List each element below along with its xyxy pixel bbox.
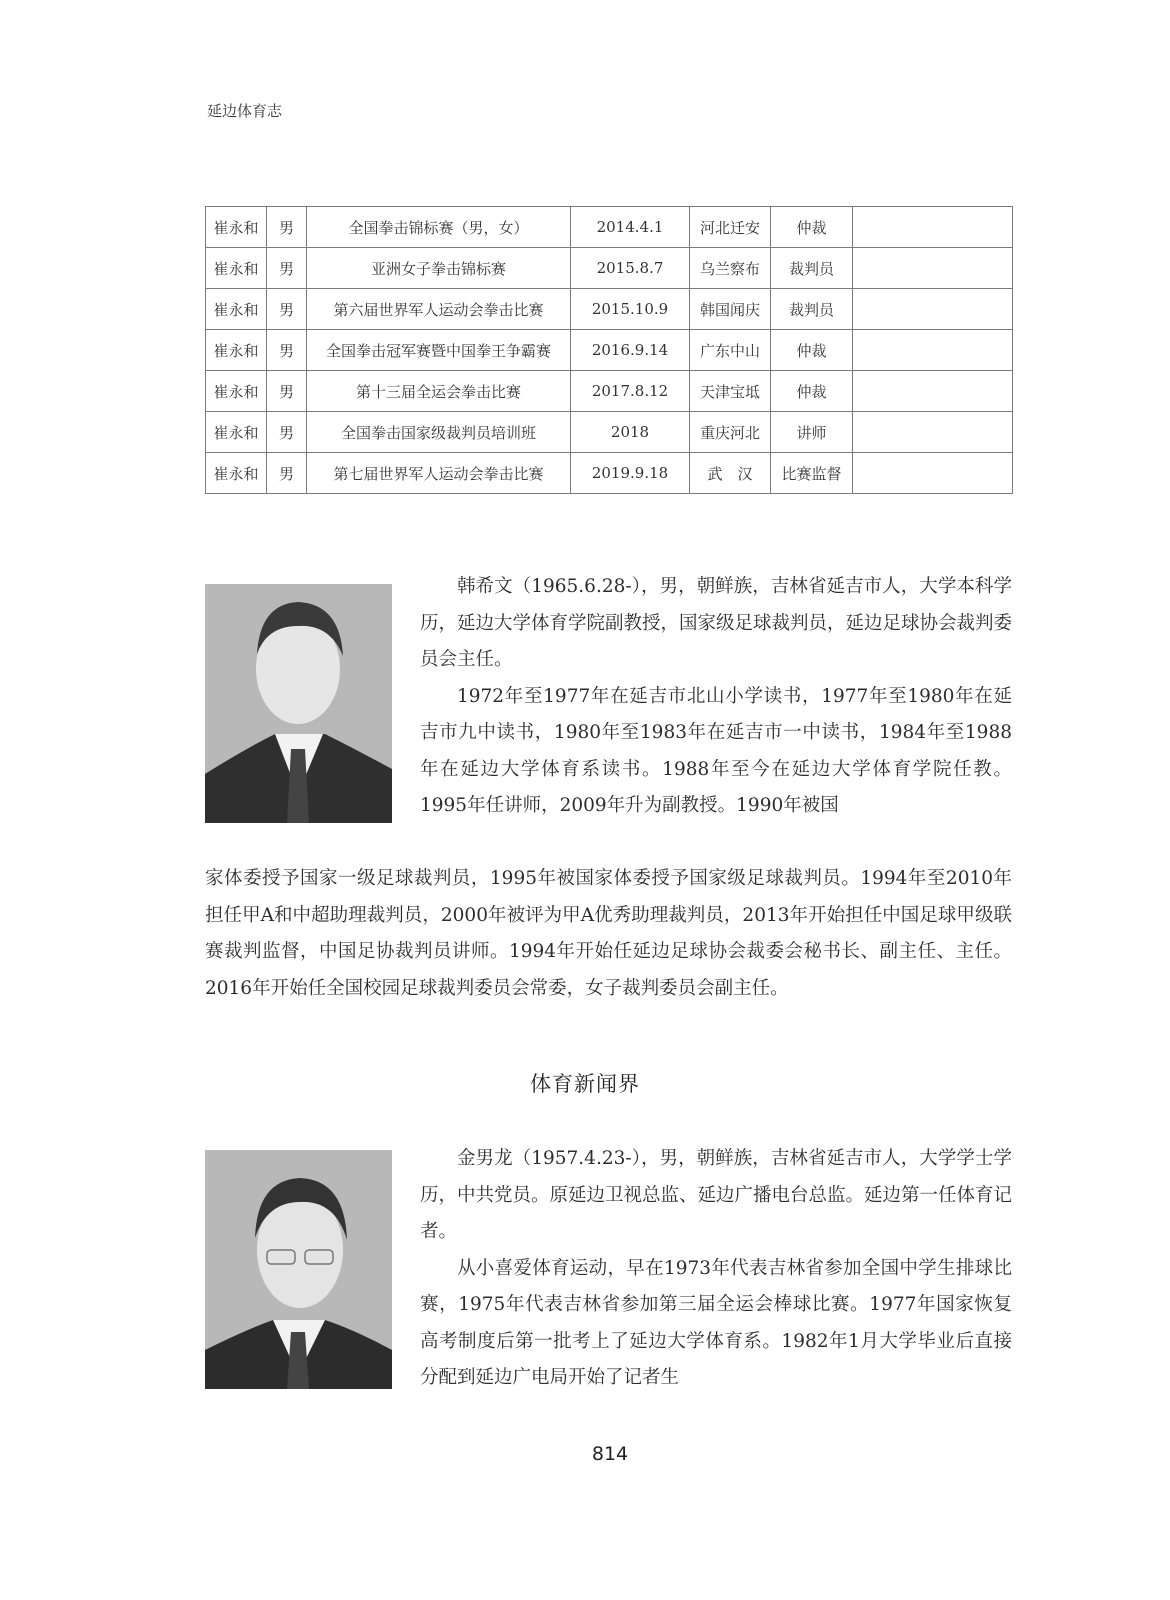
event-cell: 第六届世界军人运动会拳击比赛 — [307, 289, 571, 330]
note-cell — [853, 207, 1013, 248]
bio-paragraph: 1972年至1977年在延吉市北山小学读书，1977年至1980年在延吉市九中读书，1980年至1983年在延吉市一中读书，1984年至1988年在延边大学体育系读书。1988年至今在延边大学体育学院任教。1995年任讲师，2009年升为副教授。1990年被国 — [420, 685, 1012, 816]
portrait-photo-jin-nanlong — [205, 1150, 392, 1389]
bio-paragraph: 金男龙（1957.4.23-），男，朝鲜族，吉林省延吉市人，大学学士学历，中共党员。原延边卫视总监、延边广播电台总监。延边第一任体育记者。 — [420, 1148, 1013, 1242]
name-cell: 崔永和 — [206, 412, 267, 453]
role-cell: 比赛监督 — [771, 453, 853, 494]
portrait-image — [205, 584, 392, 823]
gender-cell: 男 — [267, 453, 307, 494]
role-cell: 裁判员 — [771, 289, 853, 330]
note-cell — [853, 248, 1013, 289]
bio-paragraph: 从小喜爱体育运动，早在1973年代表吉林省参加全国中学生排球比赛，1975年代表吉林省参加第三届全运会棒球比赛。1977年国家恢复高考制度后第一批考上了延边大学体育系。1982年1月大学毕业后直接分配到延边广电局开始了记者生 — [420, 1257, 1012, 1388]
records-table — [205, 206, 1013, 494]
gender-cell: 男 — [267, 248, 307, 289]
event-cell: 全国拳击冠军赛暨中国拳王争霸赛 — [307, 330, 571, 371]
role-cell: 裁判员 — [771, 248, 853, 289]
note-cell — [853, 412, 1013, 453]
table-row — [206, 248, 1013, 289]
role-cell: 仲裁 — [771, 330, 853, 371]
gender-cell: 男 — [267, 412, 307, 453]
location-cell: 乌兰察布 — [690, 248, 771, 289]
location-cell: 武 汉 — [690, 453, 771, 494]
name-cell: 崔永和 — [206, 248, 267, 289]
running-header: 延边体育志 — [207, 102, 283, 120]
location-cell: 河北迁安 — [690, 207, 771, 248]
table-row — [206, 412, 1013, 453]
date-cell: 2018 — [571, 412, 690, 453]
gender-cell: 男 — [267, 289, 307, 330]
name-cell: 崔永和 — [206, 289, 267, 330]
date-cell: 2017.8.12 — [571, 371, 690, 412]
section-title: 体育新闻界 — [530, 1072, 640, 1096]
date-cell: 2014.4.1 — [571, 207, 690, 248]
portrait-image — [205, 1150, 392, 1389]
date-cell: 2019.9.18 — [571, 453, 690, 494]
role-cell: 讲师 — [771, 412, 853, 453]
note-cell — [853, 371, 1013, 412]
table-row — [206, 453, 1013, 494]
bio-han-xiwen-intro — [420, 569, 1012, 825]
page-number: 814 — [591, 1443, 629, 1465]
note-cell — [853, 289, 1013, 330]
bio-jin-nanlong — [420, 1141, 1012, 1397]
note-cell — [853, 453, 1013, 494]
name-cell: 崔永和 — [206, 453, 267, 494]
event-cell: 第十三届全运会拳击比赛 — [307, 371, 571, 412]
name-cell: 崔永和 — [206, 330, 267, 371]
date-cell: 2015.8.7 — [571, 248, 690, 289]
location-cell: 广东中山 — [690, 330, 771, 371]
event-cell: 全国拳击国家级裁判员培训班 — [307, 412, 571, 453]
portrait-photo-han-xiwen — [205, 584, 392, 823]
event-cell: 第七届世界军人运动会拳击比赛 — [307, 453, 571, 494]
note-cell — [853, 330, 1013, 371]
location-cell: 天津宝坻 — [690, 371, 771, 412]
table-row — [206, 207, 1013, 248]
bio-han-xiwen-continued — [205, 861, 1012, 1007]
table-row — [206, 289, 1013, 330]
bio-paragraph: 韩希文（1965.6.28-），男，朝鲜族，吉林省延吉市人，大学本科学历，延边大学体育学院副教授，国家级足球裁判员，延边足球协会裁判委员会主任。 — [420, 576, 1013, 670]
name-cell: 崔永和 — [206, 207, 267, 248]
role-cell: 仲裁 — [771, 207, 853, 248]
bio-paragraph: 家体委授予国家一级足球裁判员，1995年被国家体委授予国家级足球裁判员。1994年至2010年担任甲A和中超助理裁判员，2000年被评为甲A优秀助理裁判员，2013年开始担任中国足球甲级联赛裁判监督，中国足协裁判员讲师。1994年开始任延边足球协会裁委会秘书长、副主任、主任。2016年开始任全国校园足球裁判委员会常委，女子裁判委员会副主任。 — [205, 868, 1012, 999]
location-cell: 重庆河北 — [690, 412, 771, 453]
location-cell: 韩国闻庆 — [690, 289, 771, 330]
date-cell: 2015.10.9 — [571, 289, 690, 330]
table-row — [206, 330, 1013, 371]
gender-cell: 男 — [267, 371, 307, 412]
name-cell: 崔永和 — [206, 371, 267, 412]
date-cell: 2016.9.14 — [571, 330, 690, 371]
event-cell: 全国拳击锦标赛（男，女） — [307, 207, 571, 248]
table-row — [206, 371, 1013, 412]
gender-cell: 男 — [267, 207, 307, 248]
event-cell: 亚洲女子拳击锦标赛 — [307, 248, 571, 289]
role-cell: 仲裁 — [771, 371, 853, 412]
gender-cell: 男 — [267, 330, 307, 371]
